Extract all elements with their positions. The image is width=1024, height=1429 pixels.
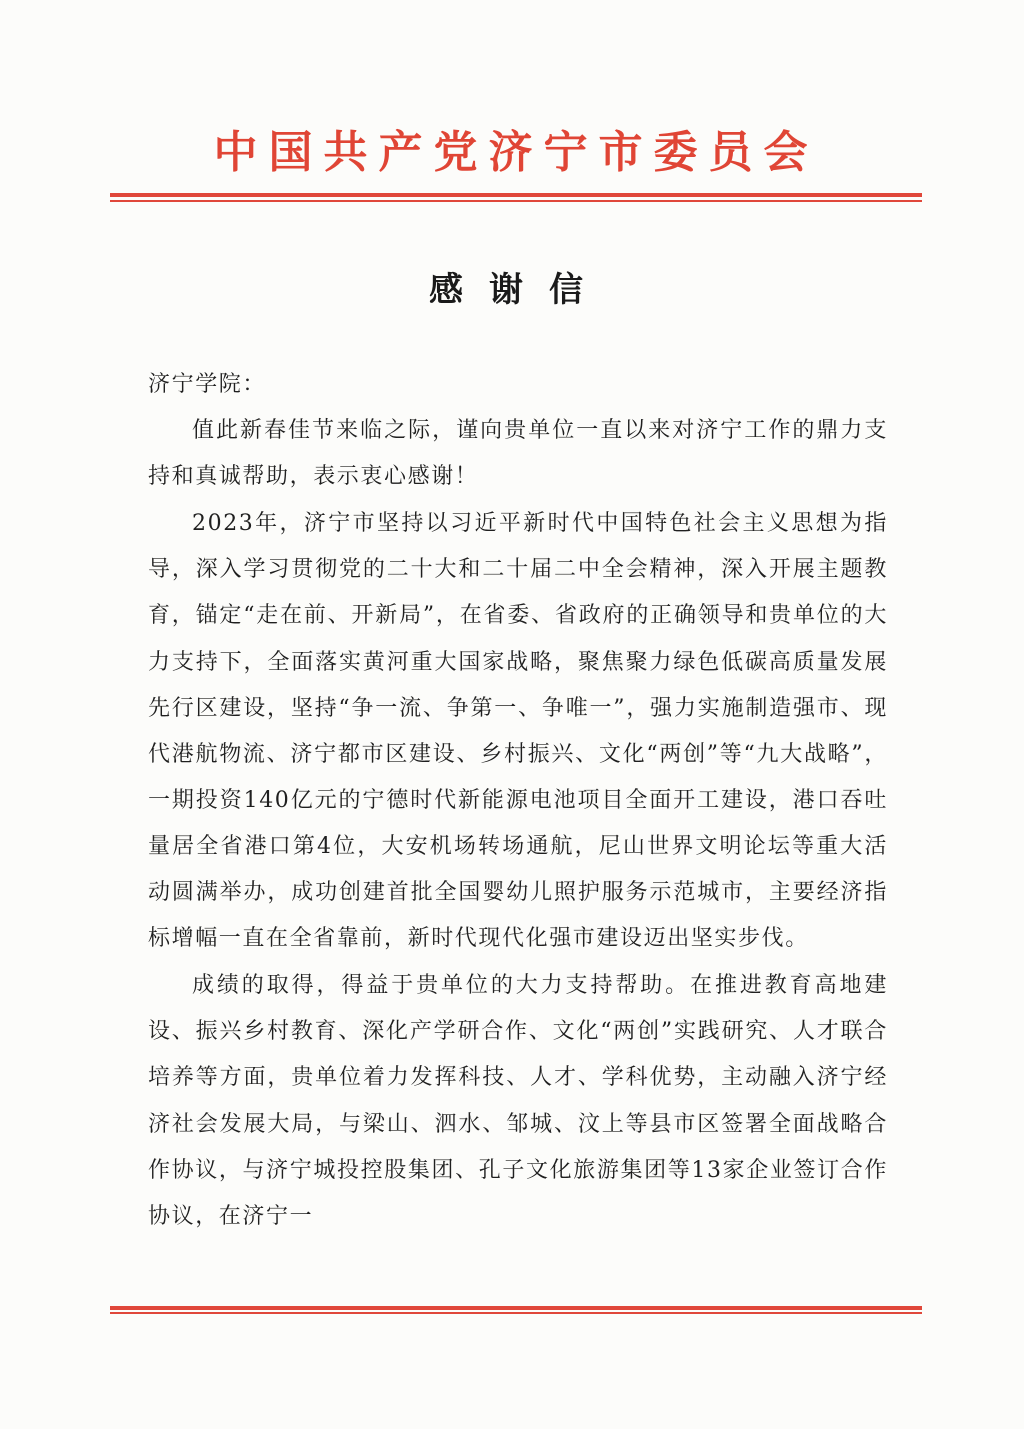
- letter-paragraph-2: 2023年，济宁市坚持以习近平新时代中国特色社会主义思想为指导，深入学习贯彻党的二十大和二十届二中全会精神，深入开展主题教育，锚定“走在前、开新局”，在省委、省政府的正确领导和贵单位的大力支持下，全面落实黄河重大国家战略，聚焦聚力绿色低碳高质量发展先行区建设，坚持“争一流、争第一、争唯一”，强力实施制造强市、现代港航物流、济宁都市区建设、乡村振兴、文化“两创”等“九大战略”，一期投资140亿元的宁德时代新能源电池项目全面开工建设，港口吞吐量居全省港口第4位，大安机场转场通航，尼山世界文明论坛等重大活动圆满举办，成功创建首批全国婴幼儿照护服务示范城市，主要经济指标增幅一直在全省靠前，新时代现代化强市建设迈出坚实步伐。: [148, 511, 888, 952]
- letterhead-rule-thick: [110, 193, 922, 197]
- letter-salutation: 济宁学院：: [148, 372, 267, 397]
- letterhead-rule-thin: [110, 200, 922, 202]
- letter-body: [148, 362, 888, 1240]
- letter-paragraph-1: 值此新春佳节来临之际，谨向贵单位一直以来对济宁工作的鼎力支持和真诚帮助，表示衷心感谢！: [148, 418, 888, 490]
- footer-rule-thin: [110, 1312, 922, 1314]
- letterhead-organization: 中国共产党济宁市委员会: [213, 127, 819, 178]
- footer-rule-thick: [110, 1306, 922, 1310]
- letter-paragraph-3: 成绩的取得，得益于贵单位的大力支持帮助。在推进教育高地建设、振兴乡村教育、深化产学研合作、文化“两创”实践研究、人才联合培养等方面，贵单位着力发挥科技、人才、学科优势，主动融入济宁经济社会发展大局，与梁山、泗水、邹城、汶上等县市区签署全面战略合作协议，与济宁城投控股集团、孔子文化旅游集团等13家企业签订合作协议，在济宁一: [148, 973, 888, 1229]
- letter-title: 感谢信: [429, 270, 609, 310]
